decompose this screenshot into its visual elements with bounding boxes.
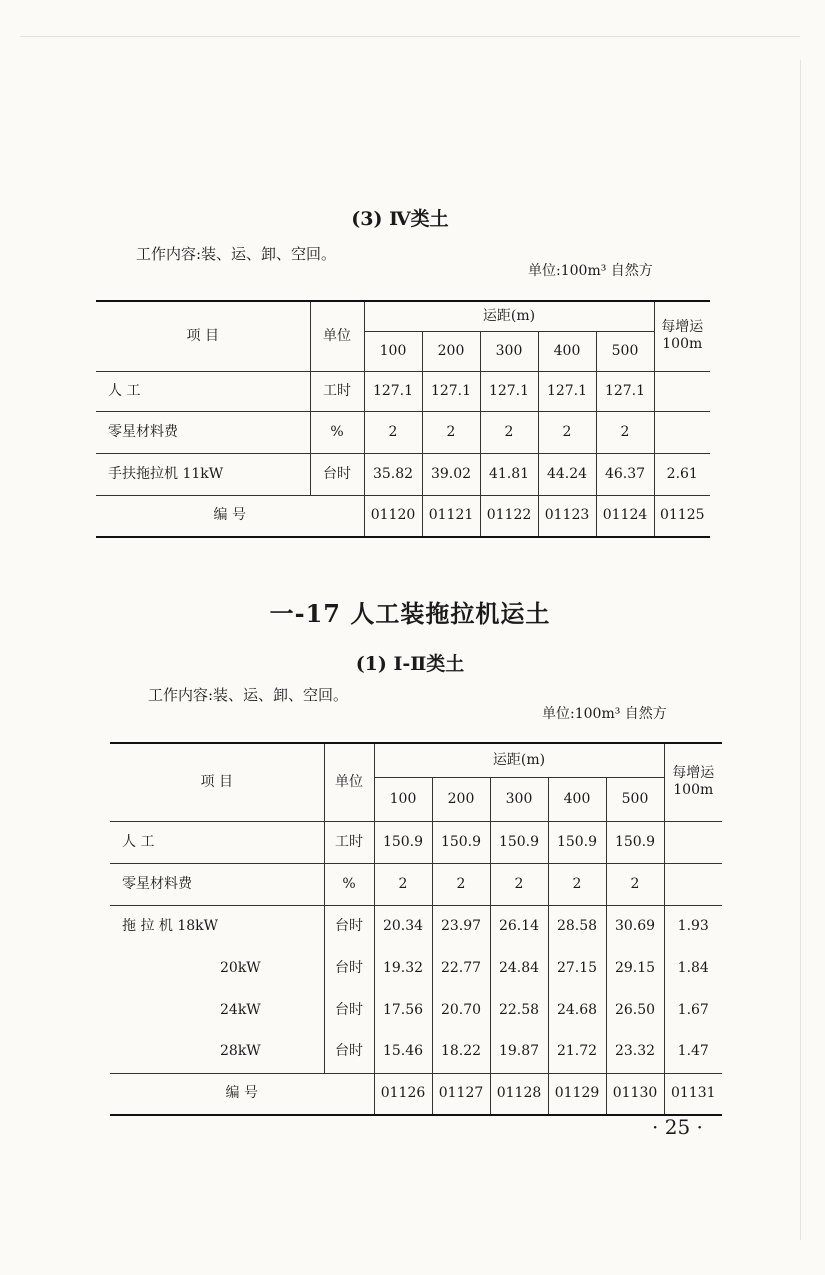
- distance-cell: 500: [606, 777, 664, 821]
- increment-cell: [654, 411, 710, 453]
- value-cell: 2: [480, 411, 538, 453]
- code-cell: 01122: [480, 495, 538, 537]
- header-unit: 单位: [324, 743, 374, 821]
- value-cell: 150.9: [432, 821, 490, 863]
- value-cell: 20.70: [432, 989, 490, 1031]
- distance-cell: 400: [548, 777, 606, 821]
- increment-cell: [664, 863, 722, 905]
- section1-unit-note: 单位:100m³ 自然方: [528, 263, 653, 279]
- code-cell: 01125: [654, 495, 710, 537]
- row-unit: %: [324, 863, 374, 905]
- increment-cell: 1.84: [664, 947, 722, 989]
- value-cell: 19.87: [490, 1031, 548, 1073]
- value-cell: 22.77: [432, 947, 490, 989]
- value-cell: 39.02: [422, 453, 480, 495]
- distance-cell: 100: [374, 777, 432, 821]
- value-cell: 127.1: [596, 371, 654, 411]
- value-cell: 127.1: [538, 371, 596, 411]
- distance-cell: 100: [364, 331, 422, 371]
- code-cell: 01128: [490, 1073, 548, 1115]
- section1-work-content: 工作内容:装、运、卸、空回。: [136, 245, 337, 263]
- value-cell: 150.9: [374, 821, 432, 863]
- distance-cell: 200: [422, 331, 480, 371]
- section2-unit-note: 单位:100m³ 自然方: [542, 706, 667, 722]
- value-cell: 24.84: [490, 947, 548, 989]
- page-right-edge: [800, 60, 801, 1240]
- increment-cell: [654, 371, 710, 411]
- value-cell: 22.58: [490, 989, 548, 1031]
- row-name: 人 工: [110, 821, 324, 863]
- value-cell: 41.81: [480, 453, 538, 495]
- header-increment: 每增运 100m: [654, 301, 710, 371]
- row-unit: 台时: [324, 1031, 374, 1073]
- page-top-rule: [20, 36, 800, 37]
- row-name: 24kW: [110, 989, 324, 1031]
- value-cell: 2: [548, 863, 606, 905]
- code-cell: 01127: [432, 1073, 490, 1115]
- increment-cell: 1.93: [664, 905, 722, 947]
- section2-quota-table: [110, 742, 722, 1116]
- header-item: 项 目: [96, 301, 310, 371]
- row-unit: 工时: [310, 371, 364, 411]
- value-cell: 2: [490, 863, 548, 905]
- row-unit: 台时: [324, 947, 374, 989]
- value-cell: 20.34: [374, 905, 432, 947]
- value-cell: 2: [432, 863, 490, 905]
- page-number: · 25 ·: [652, 1115, 703, 1139]
- value-cell: 150.9: [606, 821, 664, 863]
- value-cell: 127.1: [364, 371, 422, 411]
- value-cell: 44.24: [538, 453, 596, 495]
- distance-cell: 300: [490, 777, 548, 821]
- value-cell: 2: [596, 411, 654, 453]
- row-name: 零星材料费: [110, 863, 324, 905]
- distance-cell: 400: [538, 331, 596, 371]
- row-name: 零星材料费: [96, 411, 310, 453]
- increment-cell: [664, 821, 722, 863]
- value-cell: 26.50: [606, 989, 664, 1031]
- row-unit: 台时: [324, 989, 374, 1031]
- value-cell: 127.1: [422, 371, 480, 411]
- distance-cell: 200: [432, 777, 490, 821]
- value-cell: 23.32: [606, 1031, 664, 1073]
- increment-cell: 1.47: [664, 1031, 722, 1073]
- value-cell: 19.32: [374, 947, 432, 989]
- code-cell: 01120: [364, 495, 422, 537]
- code-cell: 01129: [548, 1073, 606, 1115]
- value-cell: 35.82: [364, 453, 422, 495]
- value-cell: 46.37: [596, 453, 654, 495]
- section1-quota-table: [96, 300, 710, 538]
- code-cell: 01130: [606, 1073, 664, 1115]
- code-label: 编 号: [96, 495, 364, 537]
- increment-cell: 2.61: [654, 453, 710, 495]
- value-cell: 2: [374, 863, 432, 905]
- row-unit: %: [310, 411, 364, 453]
- row-name: 人 工: [96, 371, 310, 411]
- code-cell: 01131: [664, 1073, 722, 1115]
- value-cell: 17.56: [374, 989, 432, 1031]
- distance-cell: 500: [596, 331, 654, 371]
- code-cell: 01126: [374, 1073, 432, 1115]
- value-cell: 2: [422, 411, 480, 453]
- value-cell: 18.22: [432, 1031, 490, 1073]
- code-cell: 01121: [422, 495, 480, 537]
- value-cell: 150.9: [548, 821, 606, 863]
- value-cell: 2: [538, 411, 596, 453]
- value-cell: 26.14: [490, 905, 548, 947]
- code-label: 编 号: [110, 1073, 374, 1115]
- value-cell: 24.68: [548, 989, 606, 1031]
- code-cell: 01123: [538, 495, 596, 537]
- value-cell: 150.9: [490, 821, 548, 863]
- row-name: 手扶拖拉机 11kW: [96, 453, 310, 495]
- value-cell: 127.1: [480, 371, 538, 411]
- value-cell: 2: [364, 411, 422, 453]
- value-cell: 15.46: [374, 1031, 432, 1073]
- increment-cell: 1.67: [664, 989, 722, 1031]
- row-name: 拖 拉 机 18kW: [110, 905, 324, 947]
- header-increment: 每增运 100m: [664, 743, 722, 821]
- value-cell: 28.58: [548, 905, 606, 947]
- row-name: 20kW: [110, 947, 324, 989]
- section2-title: 一-17 人工装拖拉机运土: [269, 599, 551, 628]
- value-cell: 30.69: [606, 905, 664, 947]
- row-unit: 台时: [324, 905, 374, 947]
- header-distance: 运距(m): [364, 301, 654, 331]
- section1-subtitle: (3) Ⅳ类土: [351, 208, 449, 230]
- value-cell: 21.72: [548, 1031, 606, 1073]
- row-name: 28kW: [110, 1031, 324, 1073]
- value-cell: 27.15: [548, 947, 606, 989]
- header-item: 项 目: [110, 743, 324, 821]
- row-unit: 工时: [324, 821, 374, 863]
- header-unit: 单位: [310, 301, 364, 371]
- value-cell: 2: [606, 863, 664, 905]
- distance-cell: 300: [480, 331, 538, 371]
- row-unit: 台时: [310, 453, 364, 495]
- section2-work-content: 工作内容:装、运、卸、空回。: [148, 686, 349, 704]
- value-cell: 29.15: [606, 947, 664, 989]
- value-cell: 23.97: [432, 905, 490, 947]
- code-cell: 01124: [596, 495, 654, 537]
- section2-subtitle: (1) Ⅰ-Ⅱ类土: [355, 653, 465, 675]
- header-distance: 运距(m): [374, 743, 664, 777]
